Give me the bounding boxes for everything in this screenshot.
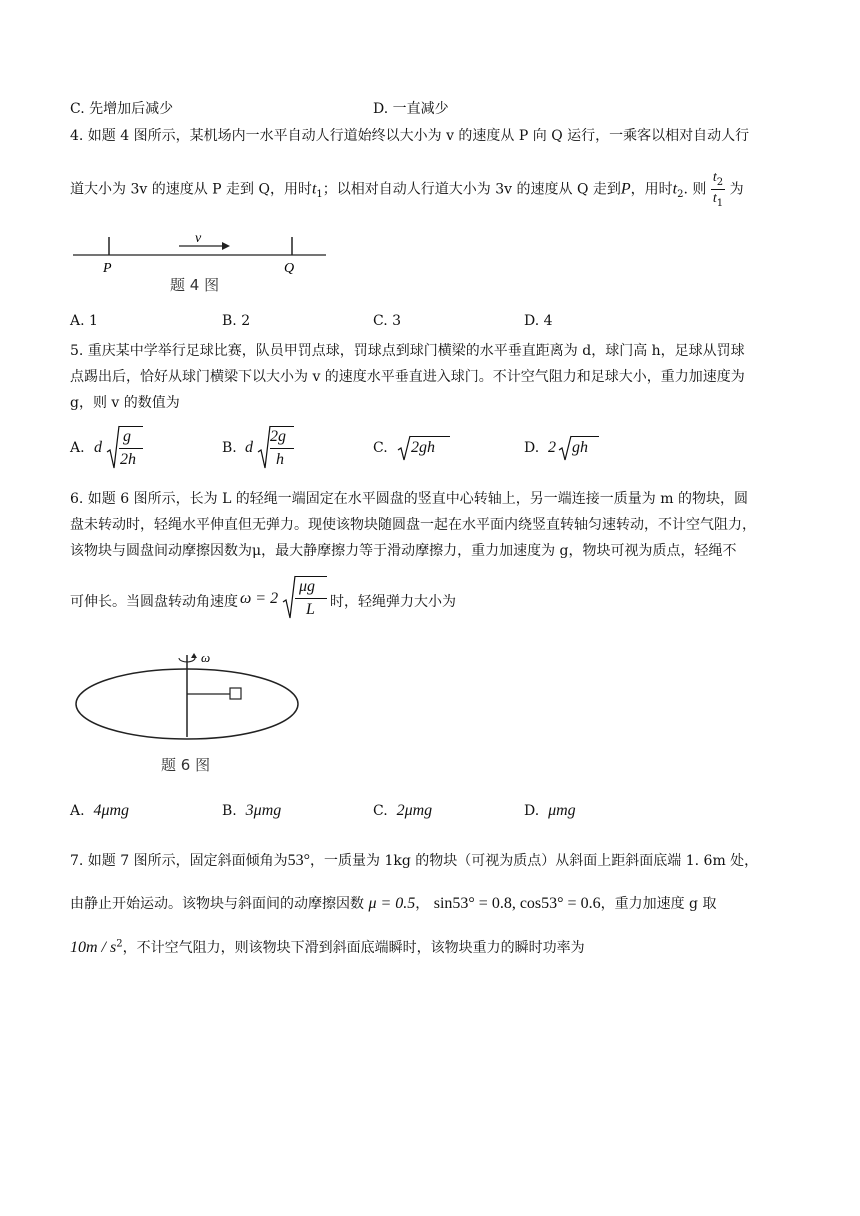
sqrt-icon: [106, 424, 120, 472]
sqrt-icon: [558, 434, 572, 462]
figure-caption: 题 6 图: [161, 756, 211, 774]
figure-caption: 题 4 图: [170, 276, 220, 294]
q4-option-b: B. 2: [222, 313, 251, 329]
q4-figure: [70, 228, 340, 298]
q4-stem-line2: 道大小为 3v 的速度从 P 走到 Q，用时$t_1$；以相对自动人行道大小为 3v 的速度从 Q 走到P，用时$t_2$. 则 $\frac{t_2}{t_1}$ 为: [70, 170, 744, 209]
q3-option-c: C. 先增加后减少: [70, 101, 174, 117]
arrow-head-icon: [191, 653, 197, 658]
p-label: P: [103, 261, 112, 276]
q7-stem-line3: $10m / s^2$，不计空气阻力，则该物块下滑到斜面底端瞬时，该物块重力的瞬时功率为: [70, 938, 585, 956]
q6-option-a: A. 4μmg: [70, 802, 130, 819]
q6-option-d: D. μmg: [524, 802, 576, 819]
sqrt-icon: [397, 434, 411, 462]
block-icon: [230, 688, 241, 699]
q6-figure: [70, 645, 310, 780]
q3-option-d: D. 一直减少: [373, 101, 449, 117]
q6-stem-line3: 该物块与圆盘间动摩擦因数为μ，最大静摩擦力等于滑动摩擦力，重力加速度为 g，物块可视为质点，轻绳不: [70, 543, 737, 559]
q6-option-b: B. 3μmg: [222, 802, 282, 819]
q6-stem-line1: 6. 如题 6 图所示，长为 L 的轻绳一端固定在水平圆盘的竖直中心转轴上，另一端连接一质量为 m 的物块，圆: [70, 491, 748, 507]
q7-stem-line2: 由静止开始运动。该物块与斜面间的动摩擦因数 μ = 0.5， sin53° = 0.8, cos53° = 0.6，重力加速度 g 取: [70, 895, 717, 912]
q7-stem-line1: 7. 如题 7 图所示，固定斜面倾角为53°，一质量为 1kg 的物块（可视为质点）从斜面上距斜面底端 1. 6m 处，: [70, 852, 759, 869]
arrow-head-icon: [222, 242, 230, 250]
q5-stem-line2: 点踢出后，恰好从球门横梁下以大小为 v 的速度水平垂直进入球门。不计空气阻力和足球大小，重力加速度为: [70, 369, 745, 385]
q5-stem-line3: g，则 v 的数值为: [70, 395, 180, 411]
q4-stem-line1: 4. 如题 4 图所示，某机场内一水平自动人行道始终以大小为 v 的速度从 P 向 Q 运行，一乘客以相对自动人行: [70, 128, 750, 144]
q4-option-a: A. 1: [70, 313, 98, 329]
q4-option-d: D. 4: [524, 313, 553, 329]
sqrt-icon: [282, 574, 296, 622]
q5-stem-line1: 5. 重庆某中学举行足球比赛，队员甲罚点球，罚球点到球门横梁的水平垂直距离为 d，球门高 h，足球从罚球: [70, 343, 745, 359]
q6-stem-line2: 盘未转动时，轻绳水平伸直但无弹力。现使该物块随圆盘一起在水平面内绕竖直转轴匀速转动，不计空气阻力，: [70, 517, 756, 533]
omega-label: ω: [201, 650, 211, 665]
sqrt-icon: [257, 424, 271, 472]
v-label: v: [195, 231, 202, 246]
q6-stem-line4: 可伸长。当圆盘转动角速度 ω = 2 μg L 时，轻绳弹力大小为: [70, 572, 670, 622]
q4-option-c: C. 3: [373, 313, 402, 329]
q4-ratio-fraction: $\frac{t_2}{t_1}$: [712, 170, 724, 209]
q-label: Q: [284, 261, 295, 276]
q6-option-c: C. 2μmg: [373, 802, 433, 819]
